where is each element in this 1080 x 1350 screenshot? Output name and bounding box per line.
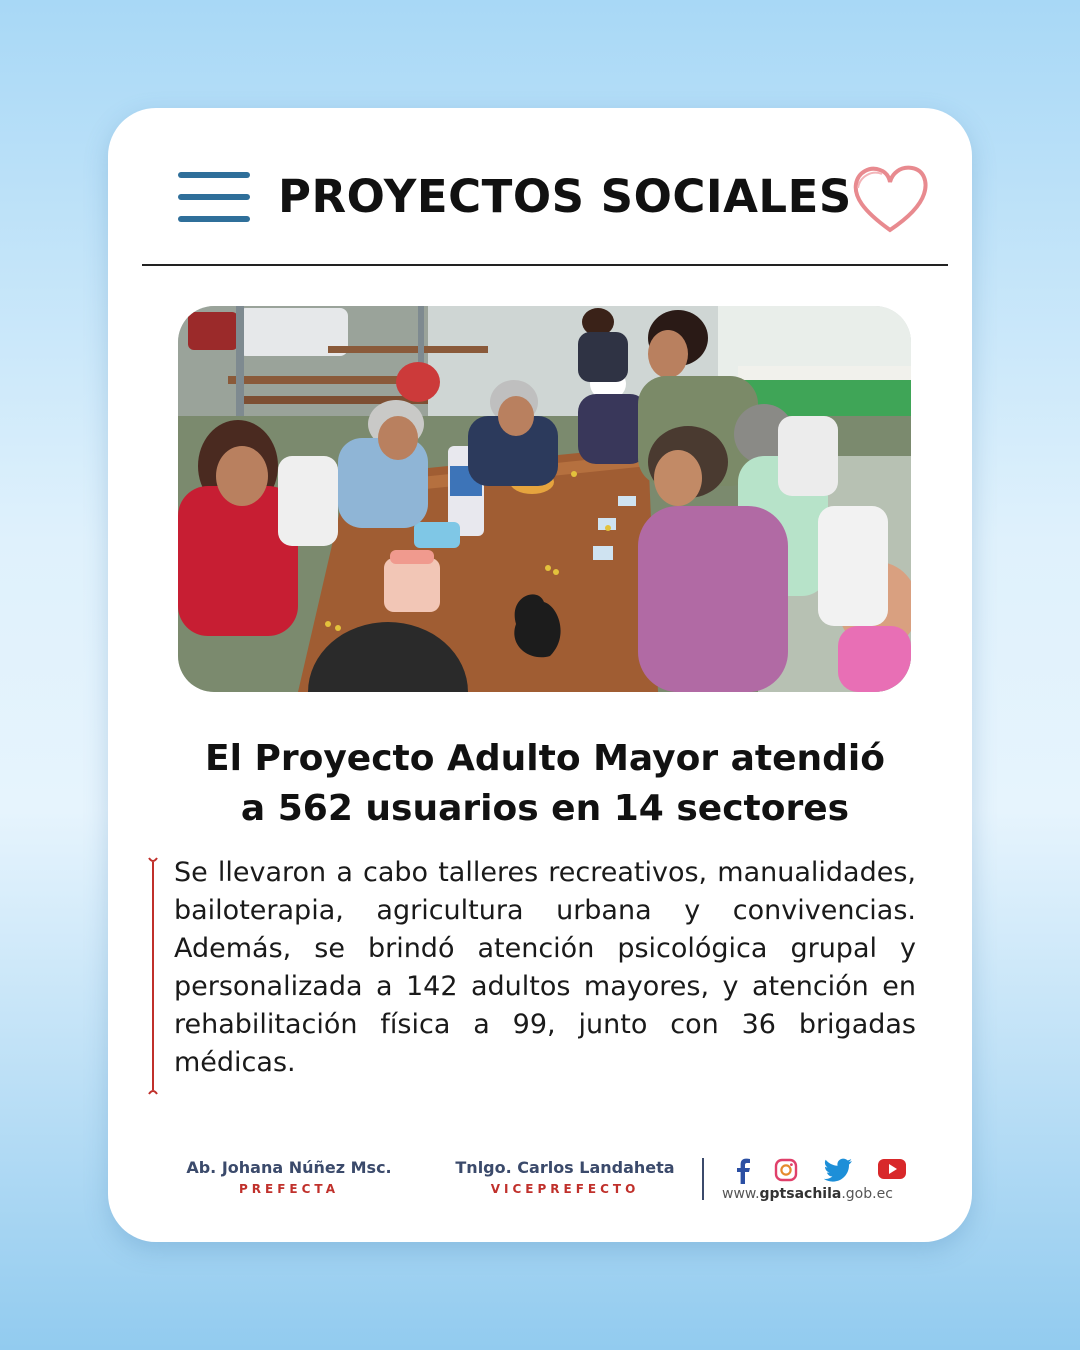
facebook-icon[interactable] — [734, 1158, 752, 1184]
viceprefecto-credit — [434, 1158, 696, 1196]
prefecta-credit — [164, 1158, 414, 1196]
viceprefecto-role: VICEPREFECTO — [490, 1182, 640, 1196]
footer-divider — [702, 1158, 704, 1200]
headline-line-2: a 562 usuarios en 14 sectores — [240, 788, 850, 829]
prefecta-name: Ab. Johana Núñez Msc. — [186, 1158, 392, 1177]
instagram-icon[interactable] — [774, 1158, 798, 1182]
headline-line-1: El Proyecto Adulto Mayor atendió — [205, 738, 885, 779]
menu-icon — [178, 172, 250, 224]
prefecta-role: PREFECTA — [239, 1182, 339, 1196]
viceprefecto-name: Tnlgo. Carlos Landaheta — [455, 1158, 675, 1177]
body-paragraph: Se llevaron a cabo talleres recreativos, manualidades, bailoterapia, agricultura urbana y convivencias. Además, se brindó atención psicológica grupal y personalizada a 142 adultos mayores, y atención en rehabilitación física a 99, junto con 36 brigadas médicas. — [174, 857, 916, 1078]
quote-marker-icon — [148, 856, 158, 1096]
photo — [178, 306, 911, 692]
youtube-icon[interactable] — [878, 1158, 906, 1180]
header-divider — [142, 264, 948, 266]
page-title: PROYECTOS SOCIALES — [278, 170, 852, 223]
heart-icon — [850, 162, 930, 236]
social-icons — [730, 1158, 920, 1184]
post-card — [108, 108, 972, 1242]
twitter-icon[interactable] — [824, 1158, 852, 1182]
headline — [148, 734, 942, 834]
website-link[interactable]: www.gptsachila.gob.ec — [722, 1186, 893, 1202]
